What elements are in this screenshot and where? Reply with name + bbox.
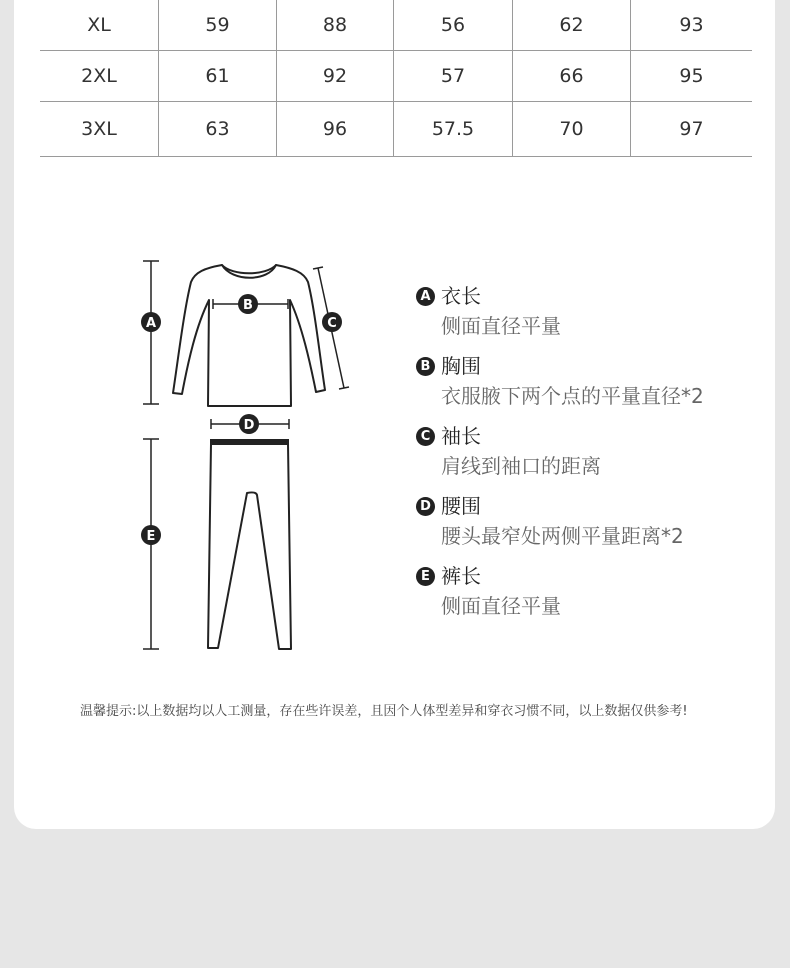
legend-desc: 衣服腋下两个点的平量直径*2 <box>441 384 704 408</box>
measure-cell: 61 <box>159 51 277 101</box>
measure-cell: 96 <box>277 102 394 156</box>
measure-cell: 59 <box>159 0 277 50</box>
marker-b-label: B <box>243 298 253 313</box>
size-cell: 3XL <box>40 102 159 156</box>
measure-cell: 57.5 <box>394 102 513 156</box>
measure-cell: 93 <box>679 14 704 36</box>
legend-desc: 腰头最窄处两侧平量距离*2 <box>441 524 684 548</box>
measure-cell: 88 <box>277 0 394 50</box>
measure-cell: 62 <box>513 0 631 50</box>
measure-cell: 63 <box>159 102 277 156</box>
marker-c-label: C <box>327 316 337 331</box>
legend-badge: C <box>416 427 435 446</box>
legend-badge: A <box>416 287 435 306</box>
legend-title: 胸围 <box>441 354 481 378</box>
measurement-note: 温馨提示:以上数据均以人工测量，存在些许误差，且因个人体型差异和穿衣习惯不同，以上数据仅供参考! <box>80 704 688 719</box>
size-cell: 2XL <box>40 51 159 101</box>
marker-e-label: E <box>146 529 156 544</box>
legend-badge: D <box>416 497 435 516</box>
legend-badge: B <box>416 357 435 376</box>
measure-cell: 97 <box>679 118 704 140</box>
marker-d <box>239 414 259 434</box>
measure-cell: 70 <box>513 102 631 156</box>
legend-desc: 侧面直径平量 <box>441 594 561 618</box>
legend-title: 衣长 <box>441 284 481 308</box>
measure-cell: 92 <box>277 51 394 101</box>
marker-e <box>141 525 161 545</box>
marker-b <box>238 294 258 314</box>
measure-cell: 57 <box>394 51 513 101</box>
measure-cell: 95 <box>679 65 704 87</box>
legend-desc: 肩线到袖口的距离 <box>441 454 601 478</box>
marker-a-label: A <box>145 316 157 331</box>
measure-cell: 56 <box>394 0 513 50</box>
marker-a <box>141 312 161 332</box>
shirt-outline <box>173 265 325 406</box>
legend-desc: 侧面直径平量 <box>441 314 561 338</box>
marker-c <box>322 312 342 332</box>
legend-title: 腰围 <box>441 494 481 518</box>
pants-outline <box>208 444 291 649</box>
measure-cell: 66 <box>513 51 631 101</box>
legend-title: 袖长 <box>441 424 481 448</box>
legend-title: 裤长 <box>441 564 481 588</box>
legend-badge: E <box>416 567 435 586</box>
marker-d-label: D <box>243 418 255 433</box>
size-cell: XL <box>40 0 159 50</box>
